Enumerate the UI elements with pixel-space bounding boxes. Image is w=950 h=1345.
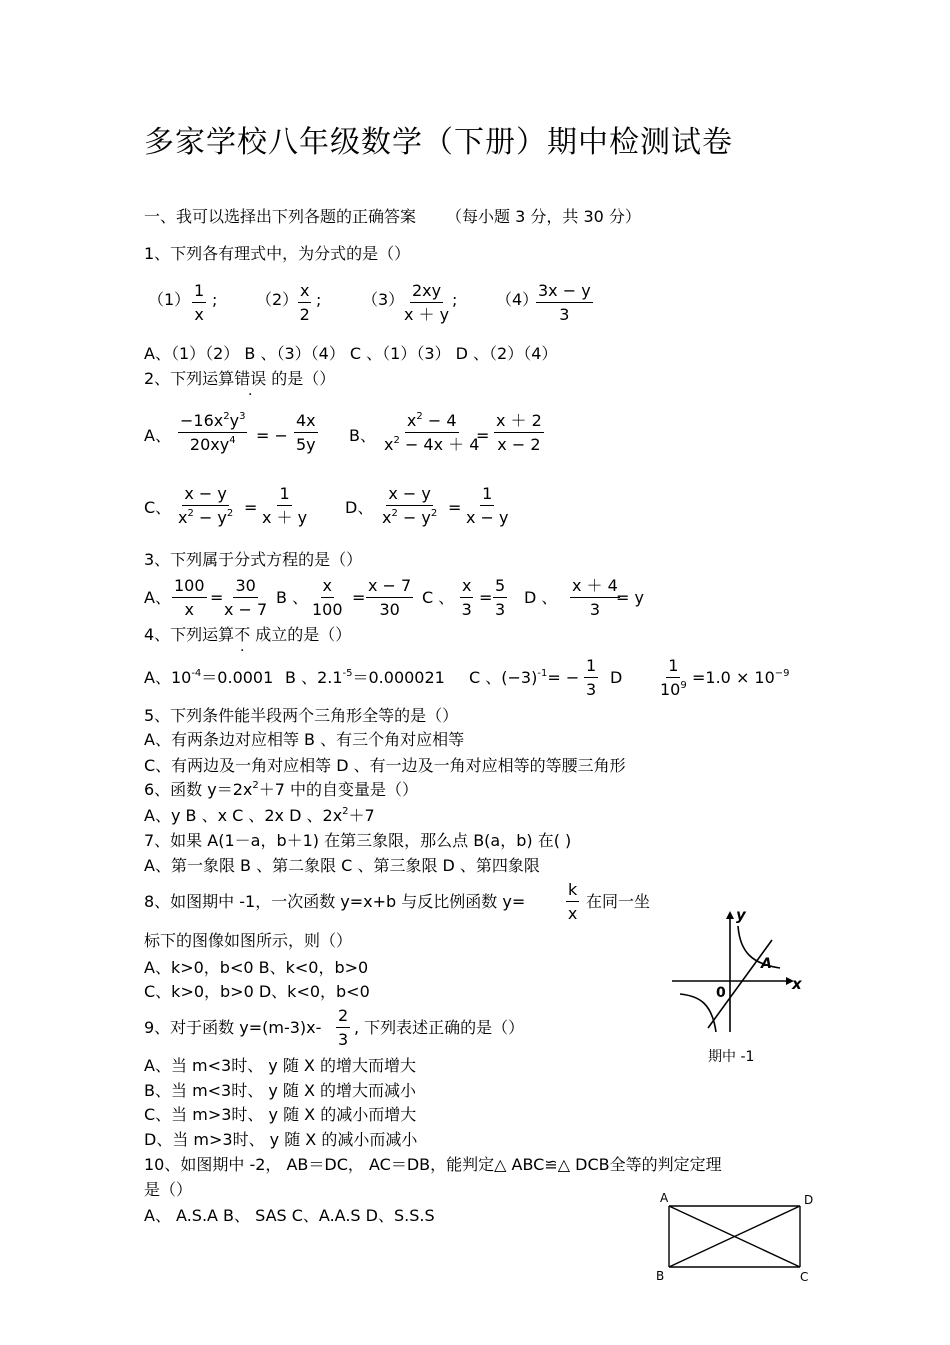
- numerator: x − 7: [366, 578, 413, 598]
- numerator: 1: [277, 486, 291, 506]
- numerator: 4x: [294, 413, 318, 433]
- q8-options-line2: C、k>0，b>0 D、k<0，b<0: [144, 982, 370, 1001]
- q1-item2-label: （2）: [256, 290, 299, 309]
- q10-stem-line2: 是（）: [144, 1180, 193, 1199]
- q3-optB-label: B 、: [276, 588, 309, 607]
- q8-figure-caption: 期中 -1: [708, 1049, 755, 1065]
- vertex-label-b: B: [656, 1269, 665, 1283]
- q4-optD-fraction: [660, 658, 687, 698]
- q9-optD: D、当 m>3时、 y 随 X 的减小而减小: [144, 1130, 418, 1149]
- exponent: 2: [187, 508, 194, 519]
- exponent: 2: [416, 411, 423, 422]
- q8-options-line1: A、k>0，b<0 B、k<0，b>0: [144, 958, 369, 977]
- q1-item3-fraction: [404, 283, 449, 323]
- numerator: 5: [493, 578, 507, 598]
- q3-optC-label: C 、: [422, 588, 455, 607]
- exponent: 9: [680, 680, 687, 691]
- q3-optA-equals: =: [210, 588, 224, 607]
- expr: C 、(−3): [469, 668, 538, 687]
- q4-optA: [144, 670, 273, 686]
- section-heading: [144, 209, 641, 225]
- q8-k-over-x-fraction: [566, 882, 579, 922]
- q1-item4-fraction: [536, 283, 593, 323]
- exponent: 3: [239, 411, 246, 422]
- section-score: （每小题 3 分，共 30 分）: [446, 207, 641, 226]
- q10-triangle-figure: [652, 1188, 822, 1284]
- q2-optA-left-fraction: [178, 413, 247, 453]
- vertex-label-a: A: [660, 1191, 669, 1205]
- numerator: x: [298, 283, 311, 303]
- q2-optC-right-fraction: [262, 486, 307, 526]
- q5-options-line1: A、有两条边对应相等 B 、有三个角对应相等: [144, 730, 465, 749]
- vertex-label-d: D: [804, 1193, 814, 1207]
- denominator: x − 2: [497, 435, 541, 454]
- vertex-label-c: C: [800, 1270, 809, 1284]
- q9-optB: B、当 m<3时、 y 随 X 的增大而减小: [144, 1081, 417, 1100]
- q3-optC-left-fraction: [460, 578, 473, 618]
- numerator: [178, 413, 247, 433]
- denominator: 3: [338, 1030, 349, 1049]
- exponent: −9: [774, 668, 790, 679]
- q9-fraction: [336, 1008, 350, 1048]
- numerator: x − y: [386, 486, 433, 506]
- denominator: 100: [312, 600, 343, 619]
- q6-stem: [144, 782, 418, 798]
- q2-optA-label: A、: [144, 426, 171, 445]
- q3-optA-right-fraction: [224, 578, 267, 618]
- y-axis-label: y: [736, 906, 746, 924]
- q2-optA-right-fraction: [294, 413, 318, 453]
- q3-optD-left-fraction: [570, 578, 620, 618]
- denominator: [178, 506, 233, 526]
- q4-stem-emphasis: 不: [234, 625, 251, 644]
- denominator: 5y: [296, 435, 316, 454]
- numerator: 1: [584, 658, 598, 678]
- q4-optC-fraction: [584, 658, 598, 698]
- exponent: 2: [391, 508, 398, 519]
- hyperbola-branch-2: [680, 994, 716, 1032]
- numerator: 30: [233, 578, 257, 598]
- q2-optD-right-fraction: [466, 486, 509, 526]
- q1-item3-label: （3）: [362, 290, 405, 309]
- q5-stem: 5、下列条件能半段两个三角形全等的是（）: [144, 706, 459, 725]
- q2-optB-equals: =: [476, 426, 490, 445]
- num-part: y: [229, 411, 240, 430]
- q1-item1-fraction: [192, 283, 206, 323]
- q3-optD-rhs: = y: [616, 588, 644, 607]
- q5-options-line2: C、有两边及一角对应相等 D 、有一边及一角对应相等的等腰三角形: [144, 756, 626, 775]
- q8-stem-line1: 8、如图期中 -1，一次函数 y=x+b 与反比例函数 y=: [144, 892, 526, 911]
- y-axis-arrow-icon: [726, 911, 734, 919]
- page-title: 多家学校八年级数学（下册）期中检测试卷: [144, 125, 733, 160]
- numerator: 1: [666, 658, 680, 678]
- q3-stem: 3、下列属于分式方程的是（）: [144, 550, 363, 569]
- q1-item1-label: （1）: [148, 290, 191, 309]
- expr: = −: [547, 668, 580, 687]
- separator: ;: [452, 290, 458, 309]
- exponent: 2: [252, 780, 259, 791]
- numerator: x ＋ 4: [570, 578, 620, 598]
- denominator: 3: [589, 600, 600, 619]
- q9-optC: C、当 m>3时、 y 随 X 的减小而增大: [144, 1105, 417, 1124]
- q2-optB-label: B、: [349, 426, 376, 445]
- numerator: k: [566, 882, 579, 902]
- denominator: 30: [379, 600, 400, 619]
- expr: A、10: [144, 668, 192, 687]
- linear-function-line: [708, 940, 772, 1028]
- numerator: 2: [336, 1008, 350, 1028]
- q4-optD-rhs: [692, 670, 790, 686]
- numerator: 1: [480, 486, 494, 506]
- denominator: 3: [461, 600, 472, 619]
- denominator: x − y: [466, 508, 509, 527]
- q3-optB-left-fraction: [312, 578, 343, 618]
- q3-optD-label: D 、: [524, 588, 558, 607]
- q2-optB-left-fraction: [384, 413, 479, 453]
- exponent: 2: [342, 806, 349, 817]
- expr: =1.0 × 10: [692, 668, 775, 687]
- denominator: [384, 433, 479, 453]
- denominator: x: [567, 904, 578, 923]
- den-part: − y: [198, 508, 227, 527]
- q9-stem-end: , 下列表述正确的是（）: [354, 1018, 525, 1037]
- x-axis-label: x: [792, 975, 802, 993]
- numerator: 2xy: [410, 283, 443, 303]
- expr: B 、2.1: [285, 668, 343, 687]
- exponent: 4: [229, 435, 236, 446]
- q3-optC-equals: =: [479, 588, 493, 607]
- q1-item4-label: （4）: [496, 290, 539, 309]
- numerator: x: [460, 578, 473, 598]
- denominator: [660, 678, 687, 698]
- q2-optD-left-fraction: [382, 486, 437, 526]
- q2-stem-text-end: 的是（）: [271, 369, 336, 388]
- q9-optA: A、当 m<3时、 y 随 X 的增大而增大: [144, 1056, 416, 1075]
- num-part: − 4: [427, 411, 457, 430]
- expr: ＋7 中的自变量是（）: [258, 780, 419, 799]
- numerator: 3x − y: [536, 283, 593, 303]
- den-part: − 4x ＋ 4: [404, 435, 480, 454]
- num-part: −16x: [180, 411, 224, 430]
- q8-function-graph: [668, 902, 808, 1052]
- denominator: 2: [299, 305, 310, 324]
- numerator: x: [321, 578, 334, 598]
- q8-stem-line2: 标下的图像如图所示，则（）: [144, 931, 353, 950]
- exponent: 2: [393, 435, 400, 446]
- exponent: -1: [537, 668, 548, 679]
- denominator: x ＋ y: [404, 305, 450, 324]
- q4-stem-text-end: 成立的是（）: [255, 625, 352, 644]
- intersection-label-a: A: [761, 956, 772, 972]
- expr: A、y B 、x C 、2x D 、2x: [144, 806, 343, 825]
- q9-stem: 9、对于函数 y=(m-3)x-: [144, 1018, 322, 1037]
- den-part: x: [178, 508, 188, 527]
- numerator: 100: [172, 578, 207, 598]
- q4-optD-label: D: [610, 668, 623, 687]
- denominator: x: [184, 600, 194, 619]
- expr: ＝0.000021: [352, 668, 445, 687]
- q2-optC-label: C、: [144, 498, 172, 517]
- section-title: 一、我可以选择出下列各题的正确答案: [144, 207, 417, 226]
- den-part: x: [382, 508, 392, 527]
- q4-optB: [285, 670, 445, 686]
- num-part: x: [406, 411, 417, 430]
- hyperbola-branch-1: [738, 926, 780, 968]
- q7-options: A、第一象限 B 、第二象限 C 、第三象限 D 、第四象限: [144, 856, 540, 875]
- denominator: x: [194, 305, 204, 324]
- den-part: 20xy: [189, 435, 230, 454]
- denominator: [382, 506, 437, 526]
- q2-optC-left-fraction: [178, 486, 233, 526]
- q4-stem-text: 4、下列运算: [144, 625, 235, 644]
- expr: ＝0.0001: [201, 668, 274, 687]
- q6-options: [144, 808, 375, 824]
- numerator: x ＋ 2: [494, 413, 544, 433]
- exponent: 2: [223, 411, 230, 422]
- denominator: 3: [559, 305, 570, 324]
- separator: ;: [212, 290, 218, 309]
- q1-options: A、（1）（2） B 、（3）（4） C 、（1）（3） D 、（2）（4）: [144, 344, 558, 363]
- q3-optB-equals: =: [352, 588, 366, 607]
- denominator: [190, 433, 236, 453]
- q2-optD-equals: =: [448, 498, 462, 517]
- q2-optB-right-fraction: [494, 413, 544, 453]
- q3-optA-label: A、: [144, 588, 171, 607]
- den-part: 10: [660, 680, 681, 699]
- expr: ＋7: [348, 806, 375, 825]
- origin-label: 0: [716, 985, 726, 1001]
- q3-optA-left-fraction: [172, 578, 207, 618]
- q3-optC-right-fraction: [493, 578, 507, 618]
- q4-optC: [469, 670, 579, 686]
- denominator: 3: [495, 600, 506, 619]
- exponent: 2: [226, 508, 234, 519]
- denominator: x ＋ y: [262, 508, 308, 527]
- q1-item2-fraction: [298, 283, 311, 323]
- q3-optB-right-fraction: [366, 578, 413, 618]
- denominator: x − 7: [224, 600, 268, 619]
- q4-stem: [144, 627, 351, 643]
- denominator: 3: [586, 680, 597, 699]
- q10-options: A、 A.S.A B、 SAS C、A.A.S D、S.S.S: [144, 1206, 435, 1225]
- q7-stem: 7、如果 A(1－a，b＋1) 在第三象限，那么点 B(a，b) 在( ): [144, 831, 572, 850]
- exponent: -4: [191, 668, 202, 679]
- separator: ;: [316, 290, 322, 309]
- den-part: x: [384, 435, 394, 454]
- q2-stem: [144, 371, 335, 387]
- q2-stem-text: 2、下列运算: [144, 369, 235, 388]
- q2-optA-equals: = −: [256, 426, 288, 445]
- expr: 6、函数 y＝2x: [144, 780, 253, 799]
- q1-stem: 1、下列各有理式中，为分式的是（）: [144, 244, 411, 263]
- numerator: 1: [192, 283, 206, 303]
- exponent: -5: [342, 668, 353, 679]
- numerator: [405, 413, 459, 433]
- q8-stem-line1-end: 在同一坐: [586, 892, 651, 911]
- q2-optC-equals: =: [244, 498, 258, 517]
- q10-stem: 10、如图期中 -2， AB＝DC， AC＝DB，能判定△ ABC≌△ DCB全等的判定定理: [144, 1155, 722, 1174]
- exponent: 2: [430, 508, 438, 519]
- q2-optD-label: D、: [345, 498, 374, 517]
- den-part: − y: [402, 508, 431, 527]
- q2-stem-emphasis: 错误: [234, 369, 267, 388]
- numerator: x − y: [182, 486, 229, 506]
